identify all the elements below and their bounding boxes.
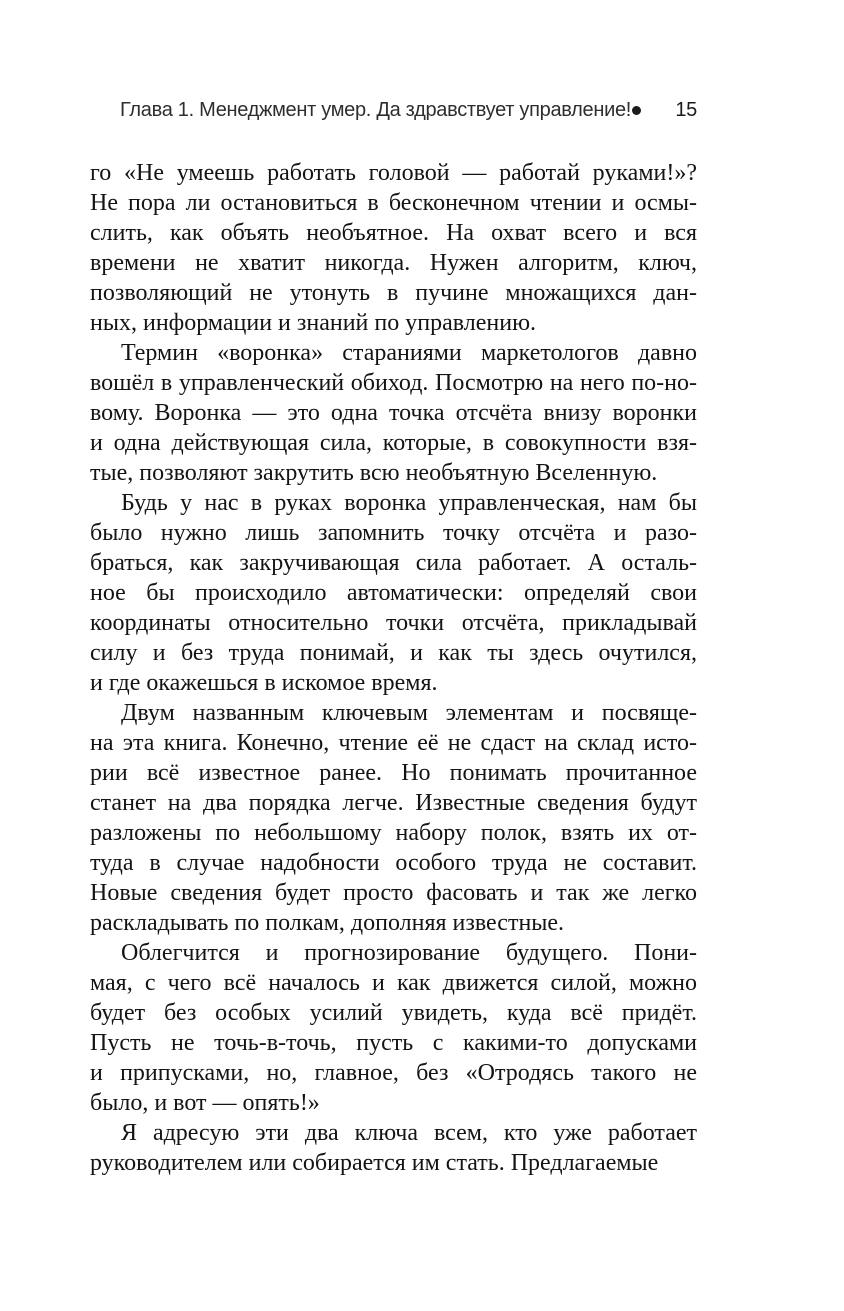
text-line: вому. Воронка — это одна точка отсчёта внизу воронки [90, 400, 697, 426]
bullet-icon [632, 106, 641, 115]
text-line: мая, с чего всё началось и как движется силой, можно [90, 970, 697, 996]
text-line: и одна действующая сила, которые, в совокупности взя- [90, 430, 697, 456]
text-line: Новые сведения будет просто фасовать и так же легко [90, 880, 697, 906]
text-line: го «Не умеешь работать головой — работай руками!»? [90, 160, 697, 186]
page-number: 15 [675, 98, 697, 121]
text-line: слить, как объять необъятное. На охват всего и вся [90, 220, 697, 246]
running-header [90, 96, 697, 124]
text-line: на эта книга. Конечно, чтение её не сдаст на склад исто- [90, 730, 697, 756]
text-line: руководителем или собирается им стать. Предлагаемые [90, 1150, 659, 1176]
text-line: координаты относительно точки отсчёта, прикладывай [90, 610, 697, 636]
text-line: раскладывать по полкам, дополняя известные. [90, 910, 565, 936]
chapter-title: Глава 1. Менеджмент умер. Да здравствует управление! [120, 98, 632, 121]
text-line: ных, информации и знаний по управлению. [90, 310, 537, 336]
text-line: и припусками, но, главное, без «Отродясь такого не [90, 1060, 697, 1086]
text-line: туда в случае надобности особого труда не составит. [90, 850, 697, 876]
text-line: Пусть не точь-в-точь, пусть с какими-то допусками [90, 1030, 697, 1056]
text-line: станет на два порядка легче. Известные сведения будут [90, 790, 697, 816]
text-line: тые, позволяют закрутить всю необъятную Вселенную. [90, 460, 658, 486]
text-line: браться, как закручивающая сила работает. А осталь- [90, 550, 697, 576]
text-line: позволяющий не утонуть в пучине множащихся дан- [90, 280, 697, 306]
text-line: вошёл в управленческий обиход. Посмотрю на него по-но- [90, 370, 697, 396]
text-line: было, и вот — опять!» [90, 1090, 320, 1116]
text-line: было нужно лишь запомнить точку отсчёта и разо- [90, 520, 697, 546]
text-line: времени не хватит никогда. Нужен алгоритм, ключ, [90, 250, 697, 276]
text-line: Я адресую эти два ключа всем, кто уже работает [121, 1120, 697, 1146]
text-line: Термин «воронка» стараниями маркетологов давно [121, 340, 697, 366]
text-line: разложены по небольшому набору полок, взять их от- [90, 820, 697, 846]
text-line: Двум названным ключевым элементам и посвяще- [121, 700, 697, 726]
text-line: рии всё известное ранее. Но понимать прочитанное [90, 760, 697, 786]
text-line: будет без особых усилий увидеть, куда всё придёт. [90, 1000, 697, 1026]
text-line: и где окажешься в искомое время. [90, 670, 438, 696]
text-line: Облегчится и прогнозирование будущего. Пони- [121, 940, 697, 966]
text-line: силу и без труда понимай, и как ты здесь очутился, [90, 640, 697, 666]
text-line: Не пора ли остановиться в бесконечном чтении и осмы- [90, 190, 697, 216]
text-line: Будь у нас в руках воронка управленческая, нам бы [121, 490, 697, 516]
page-body [90, 158, 697, 1178]
text-line: ное бы происходило автоматически: определяй свои [90, 580, 697, 606]
